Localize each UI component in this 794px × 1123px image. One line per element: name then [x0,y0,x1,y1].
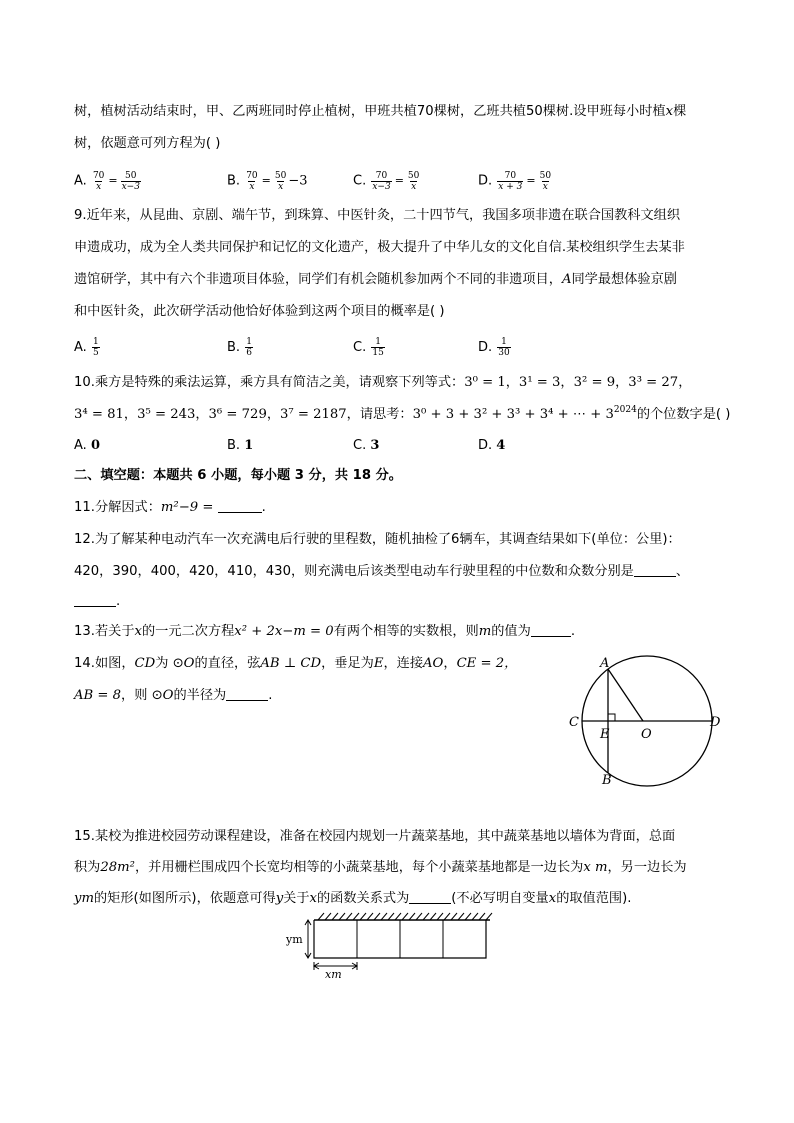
hatch-line [472,913,478,920]
q9-option-c[interactable]: C. $\frac{1}{15}$ [353,337,384,358]
label-c: C [569,715,579,730]
segment-ao [608,669,643,721]
q8-option-a[interactable]: A. $\frac{70}{x}$ = $\frac{50}{x-3}$ [74,170,140,192]
wall-hatch [318,913,492,920]
hatch-line [353,913,359,920]
label-d: D [710,715,721,730]
q9-option-b[interactable]: B. $\frac{1}{6}$ [227,337,252,358]
q15-line2: 积为28m²，并用栅栏围成四个长宽均相等的小蔬菜基地，每个小蔬菜基地都是一边长为x m，另一边长为 [74,860,687,875]
label-o: O [641,727,652,742]
fraction: $\frac{1}{6}$ [246,337,252,358]
hatch-line [325,913,331,920]
hatch-line [458,913,464,920]
q10-option-d[interactable]: D. 4 [478,438,506,453]
fraction: $\frac{50}{x}$ [274,170,287,192]
hatch-line [367,913,373,920]
hatch-line [346,913,352,920]
fraction: $\frac{1}{30}$ [498,337,510,358]
section-title-fill-in: 二、填空题：本题共 6 小题，每小题 3 分，共 18 分。 [74,468,402,483]
q9-line2: 申遗成功，成为全人类共同保护和记忆的文化遗产，极大提升了中华儿女的文化自信.某校组织学生去某非 [74,240,685,255]
q9-option-a[interactable]: A. $\frac{1}{5}$ [74,337,99,358]
fraction: $\frac{70}{x}$ [92,170,105,192]
q10-line1: 10.乘方是特殊的乘法运算，乘方具有简洁之美，请观察下列等式：3⁰ = 1，3¹ = 3，3² = 9，3³ = 27， [74,375,692,390]
q8-line1: 树，植树活动结束时，甲、乙两班同时停止植树，甲班共植70棵树，乙班共植50棵树.设甲班每小时植x棵 [74,104,687,119]
q12-line2: 420，390，400，420，410，430，则充满电后该类型电动车行驶里程的中位数和众数分别是 、 [74,564,690,579]
right-angle-mark [608,714,615,721]
q14-circle-figure [560,650,740,790]
hatch-line [339,913,345,920]
label-a: A [600,656,610,671]
label-ym: ym [286,933,303,946]
q9-line4: 和中医针灸，此次研学活动他恰好体验到这两个项目的概率是( ) [74,304,445,319]
q12-line1: 12.为了解某种电动汽车一次充满电后行驶的里程数，随机抽检了6辆车，其调查结果如下(单位：公里)： [74,532,681,547]
answer-blank-median[interactable] [634,576,676,577]
q9-line3: 遗馆研学，其中有六个非遗项目体验，同学们有机会随机参加两个不同的非遗项目，A同学最想体验京剧 [74,272,677,287]
hatch-line [402,913,408,920]
q15-line3: ym的矩形(如图所示)，依题意可得y关于x的函数关系式为 (不必写明自变量x的取值范围). [74,891,632,906]
q9-line1: 9.近年来，从昆曲、京剧、端午节，到珠算、中医针灸，二十四节气，我国多项非遗在联合国教科文组织 [74,208,681,223]
answer-blank-mode[interactable] [74,606,116,607]
hatch-line [423,913,429,920]
fraction: $\frac{70}{x + 3}$ [498,170,523,192]
q15-line1: 15.某校为推进校园劳动课程建设，准备在校园内规划一片蔬菜基地，其中蔬菜基地以墙体为背面，总面 [74,829,676,844]
hatch-line [332,913,338,920]
hatch-line [437,913,443,920]
q10-option-a[interactable]: A. 0 [74,438,100,453]
hatch-line [486,913,492,920]
hatch-line [465,913,471,920]
hatch-line [360,913,366,920]
hatch-line [430,913,436,920]
q15-garden-figure [284,908,494,980]
q9-option-d[interactable]: D. $\frac{1}{30}$ [478,337,510,358]
q8-option-d[interactable]: D. $\frac{70}{x + 3}$ = $\frac{50}{x}$ [478,170,552,192]
hatch-line [444,913,450,920]
label-b: B [602,773,612,788]
label-xm: xm [325,968,342,980]
q8-option-c[interactable]: C. $\frac{70}{x-3}$ = $\frac{50}{x}$ [353,170,420,192]
hatch-line [374,913,380,920]
hatch-line [479,913,485,920]
q8-line2: 树，依题意可列方程为( ) [74,136,221,151]
q12-line3: . [74,592,120,612]
q10-option-c[interactable]: C. 3 [353,438,380,453]
hatch-line [409,913,415,920]
fraction: $\frac{70}{x}$ [246,170,258,192]
q10-line2: 3⁴ = 81，3⁵ = 243，3⁶ = 729，3⁷ = 2187，请思考：3⁰ + 3 + 3² + 3³ + 3⁴ + ⋯ + $3^{2024}$的个位数字是( ) [74,405,731,422]
hatch-line [381,913,387,920]
hatch-line [318,913,324,920]
q14-line1: 14.如图，CD为 ⊙O的直径，弦AB ⊥ CD，垂足为E，连接AO，CE = 2， [74,656,518,671]
q11: 11.分解因式：m²−9 = . [74,500,266,515]
fraction: $\frac{1}{15}$ [372,337,384,358]
q14-line2: AB = 8，则 ⊙O的半径为 . [74,688,273,703]
fraction: $\frac{70}{x-3}$ [372,170,391,192]
fraction: $\frac{1}{5}$ [92,337,99,358]
hatch-line [388,913,394,920]
q10-option-b[interactable]: B. 1 [227,438,254,453]
answer-blank[interactable] [409,903,451,904]
answer-blank[interactable] [218,512,262,513]
fraction: $\frac{50}{x}$ [539,170,552,192]
q13: 13.若关于x的一元二次方程x² + 2x−m = 0有两个相等的实数根，则m的值为 . [74,624,576,639]
fraction: $\frac{50}{x}$ [407,170,420,192]
hatch-line [416,913,422,920]
hatch-line [395,913,401,920]
q8-option-b[interactable]: B. $\frac{70}{x}$ = $\frac{50}{x}$ −3 [227,170,308,192]
answer-blank[interactable] [226,700,268,701]
label-e: E [600,727,610,742]
answer-blank[interactable] [531,636,571,637]
fraction: $\frac{50}{x-3}$ [121,170,140,192]
hatch-line [451,913,457,920]
